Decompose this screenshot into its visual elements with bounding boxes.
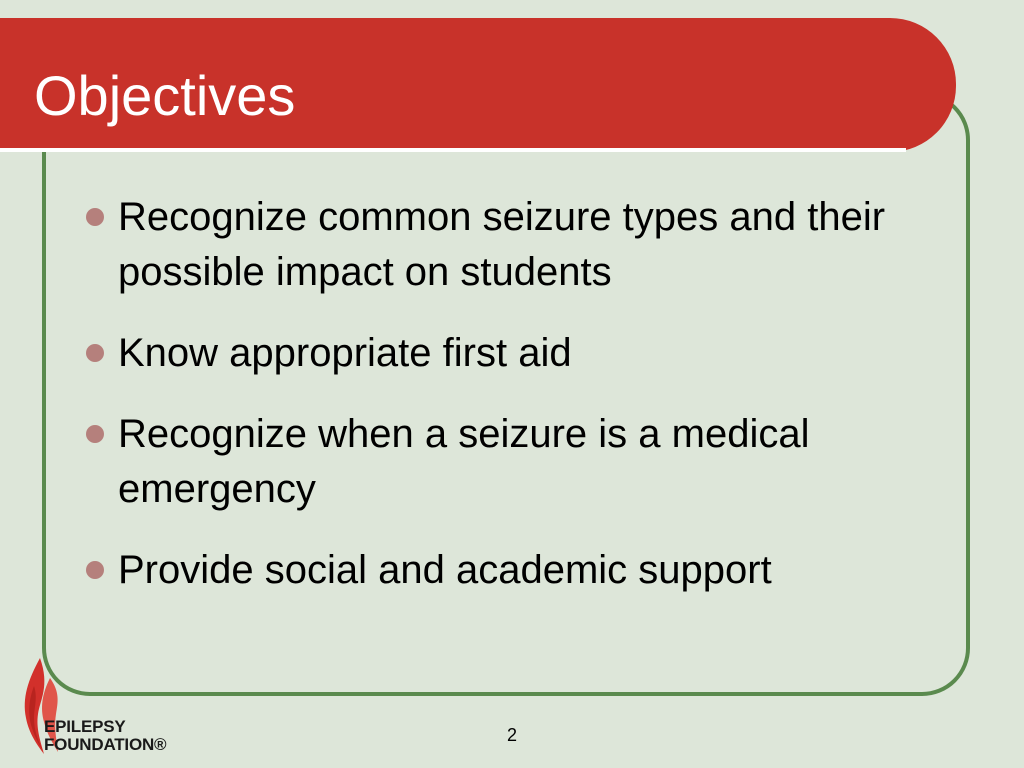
bullet-list [80,190,920,624]
title-underline [0,148,906,152]
bullet-dot-icon [86,425,104,443]
logo-text-line-2: FOUNDATION® [44,735,167,754]
bullet-text: Recognize when a seizure is a medical emergency [118,412,810,511]
bullet-item [80,407,920,517]
bullet-item [80,543,920,598]
bullet-dot-icon [86,561,104,579]
bullet-item [80,190,920,300]
slide-title: Objectives [34,64,296,127]
page-number: 2 [506,725,517,745]
bullet-dot-icon [86,208,104,226]
logo-text-line-1: EPILEPSY [44,717,126,736]
bullet-text: Know appropriate first aid [118,331,572,375]
bullet-text: Provide social and academic support [118,548,772,592]
bullet-dot-icon [86,344,104,362]
bullet-item [80,326,920,381]
bullet-text: Recognize common seizure types and their possible impact on students [118,195,886,294]
epilepsy-foundation-logo [14,654,194,758]
